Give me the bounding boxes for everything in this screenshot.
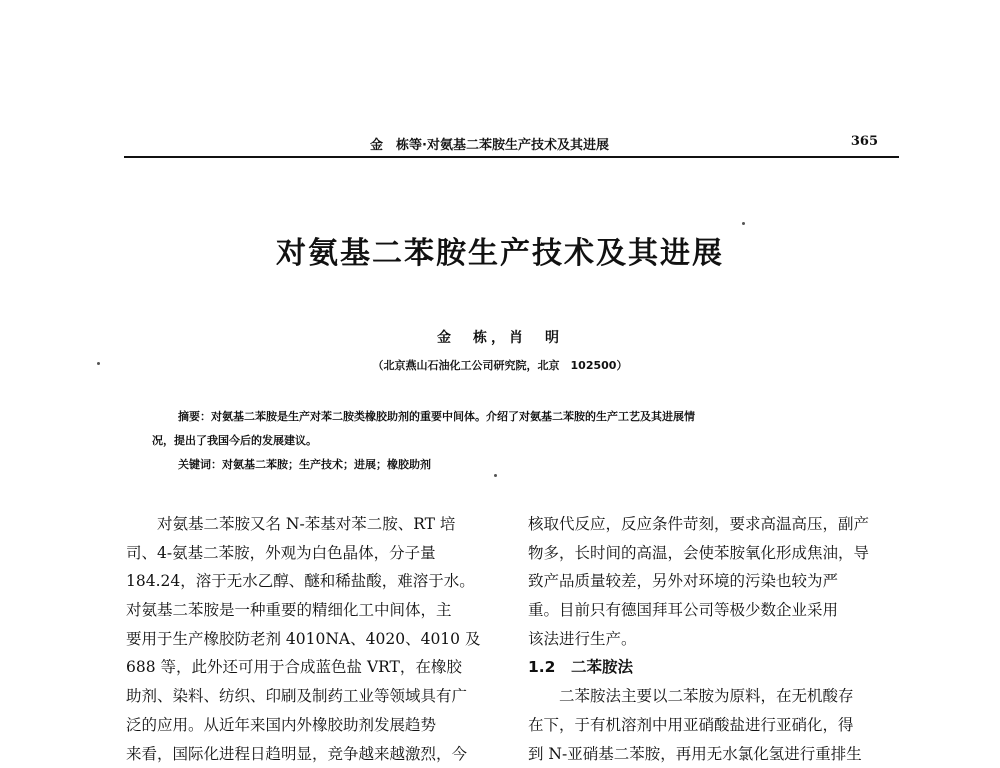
- scan-speck: [494, 474, 497, 477]
- body-line: 184.24，溶于无水乙醇、醚和稀盐酸，难溶于水。: [126, 567, 496, 596]
- body-line: 对氨基二苯胺是一种重要的精细化工中间体，主: [126, 596, 496, 625]
- running-head: 金 栋等·对氨基二苯胺生产技术及其进展: [370, 134, 609, 153]
- body-column-left: [126, 510, 496, 768]
- page-number: 365: [851, 134, 878, 149]
- abstract-line-2: 况，提出了我国今后的发展建议。: [152, 429, 848, 453]
- authors: 金 栋，肖 明: [0, 327, 1000, 347]
- body-line: 到 N-亚硝基二苯胺，再用无水氯化氢进行重排生: [528, 740, 898, 768]
- body-line: 助剂、染料、纺织、印刷及制药工业等领域具有广: [126, 682, 496, 711]
- section-heading: 1.2 二苯胺法: [528, 653, 898, 682]
- body-line: 688 等，此外还可用于合成蓝色盐 VRT，在橡胶: [126, 653, 496, 682]
- article-title: 对氨基二苯胺生产技术及其进展: [0, 228, 1000, 272]
- body-line: 核取代反应，反应条件苛刻，要求高温高压，副产: [528, 510, 898, 539]
- body-line: 重。目前只有德国拜耳公司等极少数企业采用: [528, 596, 898, 625]
- body-line: 二苯胺法主要以二苯胺为原料，在无机酸存: [528, 682, 898, 711]
- abstract: [178, 405, 848, 477]
- body-line: 泛的应用。从近年来国内外橡胶助剂发展趋势: [126, 711, 496, 740]
- affiliation: （北京燕山石油化工公司研究院，北京 102500）: [0, 357, 1000, 373]
- scan-speck: [97, 362, 100, 365]
- body-line: 该法进行生产。: [528, 625, 898, 654]
- abstract-line-1: 摘要：对氨基二苯胺是生产对苯二胺类橡胶助剂的重要中间体。介绍了对氨基二苯胺的生产工艺及其进展情: [178, 405, 848, 429]
- body-column-right: [528, 510, 898, 768]
- body-line: 物多，长时间的高温，会使苯胺氧化形成焦油，导: [528, 539, 898, 568]
- body-line: 来看，国际化进程日趋明显，竞争越来越激烈，今: [126, 740, 496, 768]
- body-line: 对氨基二苯胺又名 N-苯基对苯二胺、RT 培: [126, 510, 496, 539]
- scan-speck: [742, 222, 745, 225]
- body-line: 要用于生产橡胶防老剂 4010NA、4020、4010 及: [126, 625, 496, 654]
- body-line: 致产品质量较差，另外对环境的污染也较为严: [528, 567, 898, 596]
- body-line: 司、4-氨基二苯胺，外观为白色晶体，分子量: [126, 539, 496, 568]
- body-line: 在下，于有机溶剂中用亚硝酸盐进行亚硝化，得: [528, 711, 898, 740]
- keywords: 关键词：对氨基二苯胺；生产技术；进展；橡胶助剂: [178, 453, 848, 477]
